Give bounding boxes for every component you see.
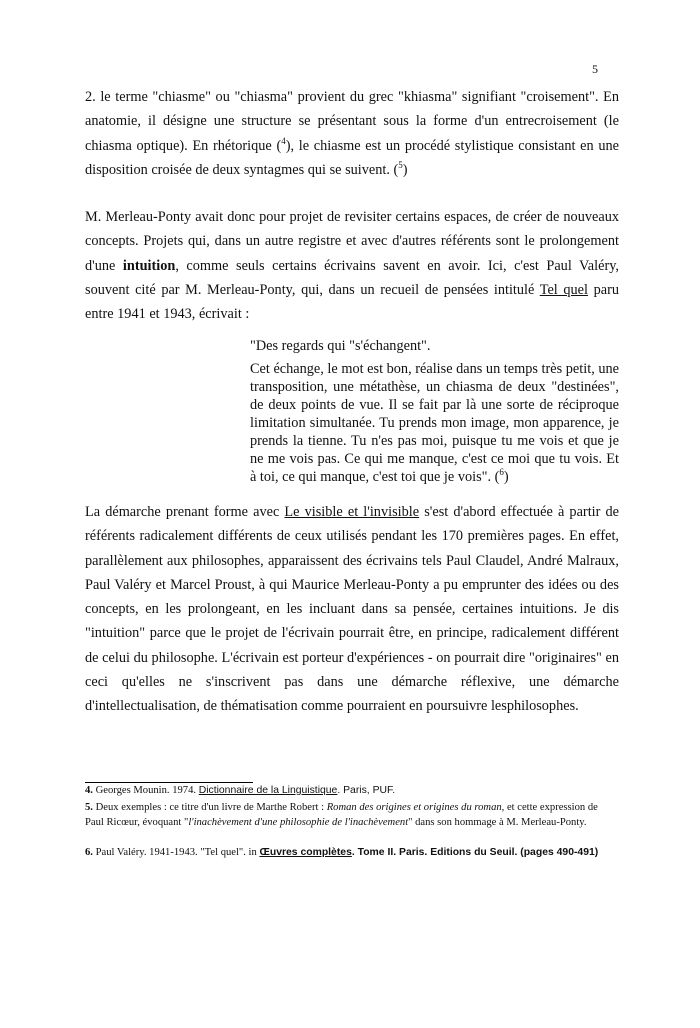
text-run: Deux exemples : ce titre d'un livre de Marthe Robert :	[92, 802, 327, 813]
text-run: Georges Mounin. 1974.	[92, 785, 199, 796]
block-quote-opening	[250, 337, 619, 355]
quote-text: Cet échange, le mot est bon, réalise dans un temps très petit, une transposition, une métathèse, un chiasma de deux "destinées", de deux points de vue. Il se fait par là une sorte de réciproque limitation simultanée. Tu prends mon image, mon apparence, je prends la tienne. Tu n'es pas moi, puisque tu me vois et que je ne me vois pas. Ce qui me manque, c'est ce moi que tu vois. Et à toi, ce qui manque, c'est toi que je vois". (	[250, 361, 619, 485]
footnote-number: 5.	[85, 802, 93, 813]
text-run: 2. le terme "chiasme" ou "chiasma" provient du grec "khiasma" signifiant "croisement". En anatomie, il désigne une structure se présentant sous la forme d'un entrecroisement (le chiasma optique). En rhétorique (	[85, 89, 619, 154]
text-run: paru entre 1941 et 1943, écrivait :	[85, 281, 620, 323]
footnote-ref-4[interactable]: 4	[281, 135, 286, 146]
text-run: . Paris, PUF.	[337, 785, 396, 796]
italic-title: Roman des origines et origines du roman	[326, 802, 502, 813]
paragraph-demarche	[85, 500, 619, 719]
footnote-separator	[85, 782, 253, 783]
book-title: Dictionnaire de la Linguistique	[198, 785, 338, 796]
text-run: Paul Valéry. 1941-1943. "Tel quel". in	[92, 847, 260, 858]
italic-quote: l'inachèvement d'une philosophie de l'inachèvement	[188, 816, 409, 828]
text-run: )	[503, 469, 509, 485]
footnote-5	[85, 801, 619, 830]
footnote-6	[85, 846, 619, 861]
text-run: s'est d'abord effectuée à partir de référents radicalement différents de ceux utilisés pendant les 170 premières pages. En effet, parallèlement aux philosophes, apparaissent des écrivains tels Paul Claudel, André Malraux, Paul Valéry et Marcel Proust, à qui Maurice Merleau-Ponty a pu emprunter des idées ou des concepts, en les prolongeant, en les incluant dans sa pensée, certaines intuitions. Je dis "intuition" parce que le projet de l'écrivain pourrait être, en principe, radicalement différent de celui du philosophe. L'écrivain est porteur d'expériences - on pourrait dire "originaires" en ceci qu'elles ne s'inscrivent pas dans une démarche réflexive, une démarche d'intellectualisation, de thématisation comme pourraient en poursuivre lesphilosophes.	[85, 504, 620, 715]
footnote-4	[85, 784, 619, 799]
text-run: ), le chiasme est un procédé stylistique consistant en une disposition croisée de deux syntagmes qui se suivent. (	[85, 137, 619, 178]
footnote-ref-6[interactable]: 6	[499, 467, 504, 478]
footnote-number: 4.	[85, 785, 93, 796]
paragraph-merleau-ponty	[85, 205, 619, 326]
text-run: , comme seuls certains écrivains savent en avoir. Ici, c'est Paul Valéry, souvent cité par M. Merleau-Ponty, qui, dans un recueil de pensées intitulé	[85, 257, 620, 298]
paragraph-chiasme	[85, 85, 619, 182]
text-run: M. Merleau-Ponty avait donc pour projet de revisiter certains espaces, de créer de nouveaux concepts. Projets qui, dans un autre registre et avec d'autres référents sont le prolongement d'une	[85, 209, 619, 274]
block-quote-body	[250, 360, 619, 486]
text-run: )	[402, 161, 408, 178]
text-run: , et cette expression de Paul Ricœur, évoquant "	[85, 802, 598, 828]
footnote-ref-5[interactable]: 5	[398, 160, 403, 171]
book-title: Œuvres complètes	[259, 847, 352, 858]
quote-line: "Des regards qui "s'échangent".	[250, 338, 431, 354]
bold-term: intuition	[122, 257, 176, 274]
page-number: 5	[592, 62, 598, 76]
book-title: Le visible et l'invisible	[284, 504, 420, 520]
text-run: . Tome II. Paris. Editions du Seuil. (pages 490-491)	[351, 847, 599, 858]
text-run: " dans son hommage à M. Merleau-Ponty.	[408, 816, 587, 828]
book-title: Tel quel	[539, 281, 588, 298]
footnote-number: 6.	[85, 847, 93, 858]
text-run: La démarche prenant forme avec	[85, 504, 285, 520]
